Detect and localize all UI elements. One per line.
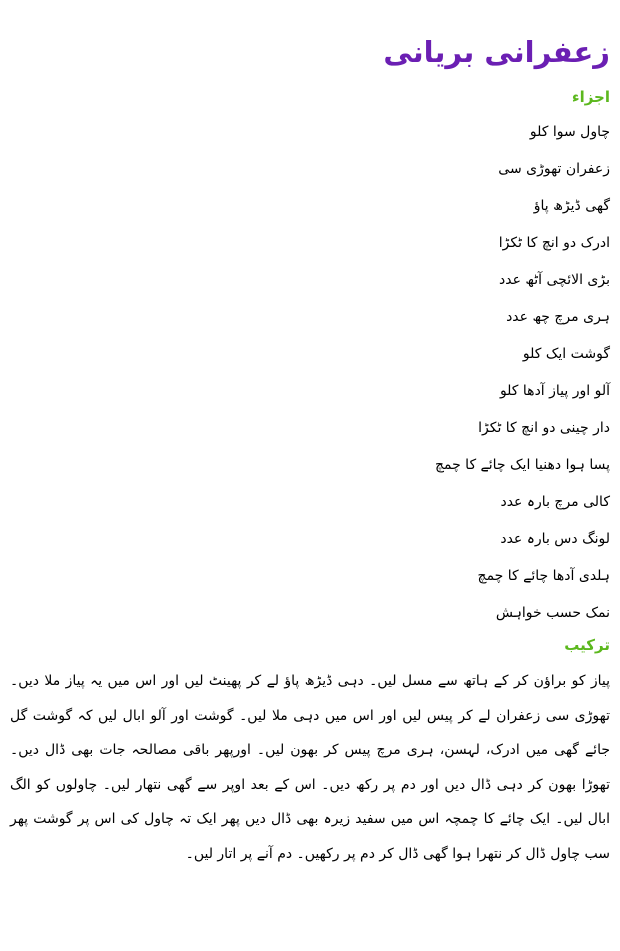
ingredient-item: چاول سوا کلو — [529, 124, 610, 140]
ingredient-item: گوشت ایک کلو — [522, 346, 610, 362]
ingredients-list — [10, 114, 610, 632]
ingredient-item: ادرک دو انچ کا ٹکڑا — [498, 235, 610, 251]
ingredient-item: گھی ڈیڑھ پاؤ — [533, 198, 610, 214]
ingredient-item: دار چینی دو انچ کا ٹکڑا — [478, 420, 610, 436]
ingredient-item: لونگ دس بارہ عدد — [500, 531, 610, 547]
method-heading: ترکیب — [564, 636, 610, 654]
ingredient-item: کالی مرچ بارہ عدد — [500, 494, 610, 510]
ingredient-item: آلو اور پیاز آدھا کلو — [499, 383, 610, 399]
ingredient-item: زعفران تھوڑی سی — [498, 161, 610, 177]
method-paragraph: پیاز کو براؤن کر کے ہاتھ سے مسل لیں۔ دہی ڈیڑھ پاؤ لے کر پھینٹ لیں اور اس میں یہ پیاز ملا دیں۔تھوڑی سی زعفران لے کر پیس لیں اور اس میں دہی ملا لیں۔ گوشت اور آلو ابال لیں کہ گوشت گل جائے گھی میں ادرک، لہسن، ہری مرچ پیس کر بھون لیں۔ اورپھر باقی مصالحہ جات بھی ڈال دیں۔ تھوڑا بھون کر دہی ڈال دیں اور دم پر رکھ دیں۔ اس کے بعد اوپر سے گھی نتھار لیں۔ چاولوں کو الگ ابال لیں۔ ایک چائے کا چمچہ اس میں سفید زیرہ بھی ڈال دیں پھر ایک تہ چاول کی اس پر گوشت پھر سب چاول ڈال کر نتھرا ہوا گھی ڈال کر دم پر رکھیں۔ دم آنے پر اتار لیں۔ — [10, 673, 610, 862]
ingredient-item: ہری مرچ چھ عدد — [506, 309, 610, 325]
ingredient-item: نمک حسب خواہش — [495, 605, 610, 621]
ingredient-item: پسا ہوا دھنیا ایک چائے کا چمچ — [434, 457, 610, 473]
page-title: زعفرانی بریانی — [383, 35, 610, 69]
recipe-page — [0, 32, 620, 871]
ingredients-heading: اجزاء — [571, 88, 610, 106]
ingredient-item: بڑی الائچی آٹھ عدد — [499, 272, 610, 288]
ingredient-item: ہلدی آدھا چائے کا چمچ — [477, 568, 610, 584]
